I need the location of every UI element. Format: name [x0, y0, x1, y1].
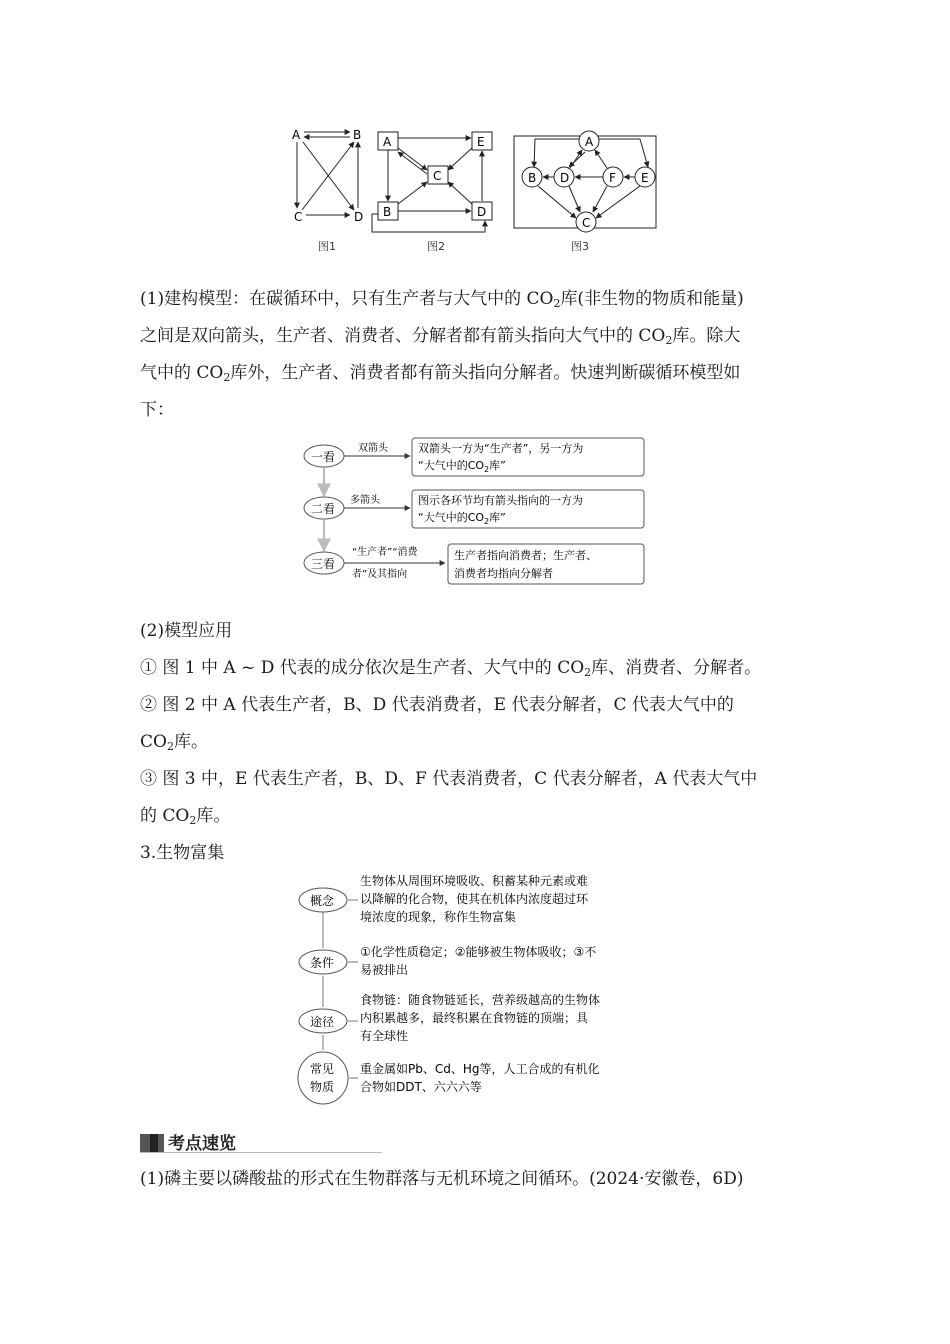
fig1-node-d: D [354, 210, 364, 224]
figure-3 [514, 131, 656, 253]
bio-label-condition: 条件 [310, 956, 335, 970]
fig2-node-e: E [477, 135, 485, 149]
step-arrow-text-1: 双箭头 [358, 443, 388, 454]
figure-1 [292, 128, 363, 253]
paragraph-model-building [140, 281, 812, 429]
bio-concept-line1: 生物体从周围环境吸收、积蓄某种元素或难 [360, 874, 589, 888]
bio-pathway-line3: 有全球性 [360, 1029, 409, 1043]
para2-title: (2)模型应用 [140, 621, 233, 641]
step-label-3: 三看 [311, 557, 336, 571]
step-box-2-line2: “大气中的$CO_2$库” [418, 511, 506, 526]
step-arrow-text-3a: “生产者”“消费 [352, 547, 418, 558]
bio-heading: 3.生物富集 [140, 843, 225, 863]
step-box-2-line1: 图示各环节均有箭头指向的一方为 [418, 494, 583, 507]
paragraph-model-application [140, 613, 812, 872]
step-box-3-line1: 生产者指向消费者；生产者、 [454, 549, 597, 562]
fig1-node-b: B [353, 128, 362, 142]
figure-2 [372, 132, 492, 253]
bioaccumulation-diagram [296, 870, 666, 1110]
bio-common-line2: 合物如DDT、六六六等 [360, 1080, 482, 1094]
bio-node-common-substances [298, 1052, 348, 1104]
fig2-node-b: B [383, 205, 392, 219]
step-arrow-text-3b: 者”及其指向 [352, 569, 408, 580]
carbon-cycle-figures [280, 122, 670, 262]
fig3-node-c: C [582, 216, 591, 230]
bio-pathway-line2: 内积累越多，最终积累在食物链的顶端；具 [360, 1011, 589, 1025]
bio-label-concept: 概念 [310, 894, 335, 908]
fig3-caption: 图3 [571, 240, 589, 253]
fig3-node-f: F [609, 171, 616, 185]
bio-concept-line3: 境浓度的现象，称作生物富集 [360, 910, 517, 924]
para1-line-1: (1)建构模型：在碳循环中，只有生产者与大气中的 $CO_2$库(非生物的物质和能量) [140, 289, 744, 310]
bio-label-common-1: 常见 [310, 1062, 335, 1076]
step-label-1: 一看 [311, 450, 336, 464]
bio-label-pathway: 途径 [310, 1015, 335, 1029]
step-box-3-line2: 消费者均指向分解者 [454, 567, 553, 580]
fig2-node-a: A [383, 135, 392, 149]
step-label-2: 二看 [311, 502, 336, 516]
para2-item1: ① 图 1 中 A ~ D 代表的成分依次是生产者、大气中的 $CO_2$库、消费者、分解者。 [140, 658, 762, 679]
section-underline [140, 1152, 382, 1153]
fig3-node-a: A [585, 135, 594, 149]
para1-line-3: 气中的 $CO_2$库外，生产者、消费者都有箭头指向分解者。快速判断碳循环模型如 [140, 363, 741, 384]
fig2-node-c: C [433, 169, 442, 183]
section-marker-icon-inner [150, 1134, 158, 1152]
review-line-1: (1)磷主要以磷酸盐的形式在生物群落与无机环境之间循环。(2024·安徽卷，6D) [140, 1169, 744, 1189]
three-look-flow [300, 432, 650, 590]
para1-line-2: 之间是双向箭头，生产者、消费者、分解者都有箭头指向大气中的 $CO_2$库。除大 [140, 326, 741, 347]
step-box-1-line1: 双箭头一方为“生产者”，另一方为 [418, 442, 584, 455]
bio-condition-line2: 易被排出 [360, 963, 409, 977]
bio-label-common-2: 物质 [310, 1080, 335, 1094]
fig3-node-d: D [560, 171, 570, 185]
step-arrow-text-2: 多箭头 [350, 495, 380, 506]
para1-line-4: 下： [140, 400, 174, 420]
para2-item3-line1: ③ 图 3 中，E 代表生产者，B、D、F 代表消费者，C 代表分解者，A 代表大气中 [140, 769, 758, 789]
para2-item2-line2: $CO_2$库。 [140, 732, 208, 753]
fig1-node-c: C [294, 210, 303, 224]
para2-item2-line1: ② 图 2 中 A 代表生产者，B、D 代表消费者，E 代表分解者，C 代表大气中的 [140, 695, 734, 715]
section-title: 考点速览 [168, 1134, 236, 1154]
section-header [140, 1128, 812, 1154]
fig1-node-a: A [292, 128, 301, 142]
bio-concept-line2: 以降解的化合物，使其在机体内浓度超过环 [360, 892, 589, 906]
bio-pathway-line1: 食物链：随食物链延长，营养级越高的生物体 [360, 993, 601, 1007]
fig3-node-e: E [641, 171, 649, 185]
fig2-node-d: D [477, 205, 487, 219]
bio-condition-line1: ①化学性质稳定；②能够被生物体吸收；③不 [360, 945, 597, 959]
step-box-1-line2: “大气中的$CO_2$库” [418, 459, 506, 474]
fig1-caption: 图1 [318, 240, 336, 253]
fig3-node-b: B [528, 171, 537, 185]
bio-common-line1: 重金属如Pb、Cd、Hg等，人工合成的有机化 [360, 1062, 600, 1076]
para2-item3-line2: 的 $CO_2$库。 [140, 806, 231, 827]
fig2-caption: 图2 [427, 240, 445, 253]
paragraph-review [140, 1161, 812, 1198]
